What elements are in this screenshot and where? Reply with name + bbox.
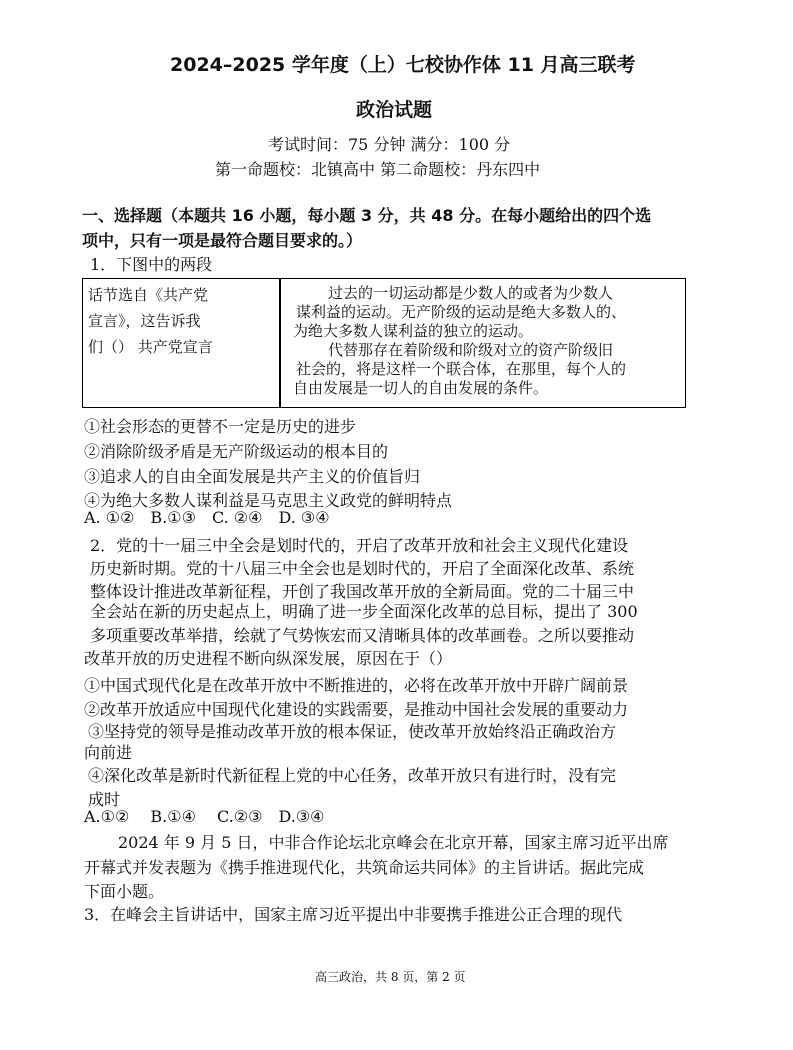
q1-quote-line: 代替那存在着阶级和阶级对立的资产阶级旧: [328, 341, 614, 359]
q2-option: 成时: [88, 790, 121, 809]
intro-line: 2024 年 9 月 5 日，中非合作论坛北京峰会在北京开幕，国家主席习近平出席: [118, 833, 669, 852]
question-schools: 第一命题校：北镇高中 第二命题校：丹东四中: [215, 160, 541, 179]
q2-stem-line: 整体设计推进改革新征程，开创了我国改革开放的全新局面。党的二十届三中: [90, 582, 635, 601]
q1-quote-line: 社会的，将是这样一个联合体，在那里，每个人的: [296, 360, 627, 378]
q2-stem-line: 改革开放的历史进程不断向纵深发展，原因在于（）: [84, 649, 453, 668]
q2-stem-line: 全会站在新的历史起点上，明确了进一步全面深化改革的总目标，提出了 300: [90, 602, 638, 621]
q2-option: 向前进: [84, 743, 133, 762]
q1-quote-line: 谋利益的运动。无产阶级的运动是绝大多数人的、: [296, 303, 627, 321]
q1-option: ③追求人的自由全面发展是共产主义的价值旨归: [84, 467, 421, 486]
q1-quote-line: 为绝大多数人谋利益的独立的运动。: [293, 322, 534, 340]
q1-stem: 1．下图中的两段: [90, 255, 213, 274]
intro-line: 下面小题。: [84, 882, 165, 901]
q2-option: ①中国式现代化是在改革开放中不断推进的，必将在改革开放中开辟广阔前景: [84, 676, 629, 695]
q1-option: ②消除阶级矛盾是无产阶级运动的根本目的: [84, 442, 389, 461]
page-footer: 高三政治，共 8 页，第 2 页: [315, 970, 466, 984]
q1-choices: A. ①② B.①③ C. ②④ D. ③④: [84, 508, 330, 527]
q1-option: ④为绝大多数人谋利益是马克思主义政党的鲜明特点: [84, 491, 453, 510]
section-heading-line2: 项中，只有一项是最符合题目要求的。）: [82, 231, 363, 250]
table-divider: [279, 279, 281, 407]
q3-stem: 3．在峰会主旨讲话中，国家主席习近平提出中非要携手推进公正合理的现代: [84, 905, 623, 924]
section-heading-line1: 一、选择题（本题共 16 小题，每小题 3 分，共 48 分。在每小题给出的四个选: [82, 206, 652, 225]
q2-stem-line: 历史新时期。党的十八届三中全会也是划时代的，开启了全面深化改革、系统: [90, 559, 635, 578]
q2-option: ②改革开放适应中国现代化建设的实践需要，是推动中国社会发展的重要动力: [84, 700, 629, 719]
subject-title: 政治试题: [356, 99, 433, 121]
q2-stem-line: 2．党的十一届三中全会是划时代的，开启了改革开放和社会主义现代化建设: [90, 536, 629, 555]
q2-option: ③坚持党的领导是推动改革开放的根本保证，使改革开放始终沿正确政治方: [88, 722, 617, 741]
q1-option: ①社会形态的更替不一定是历史的进步: [84, 417, 357, 436]
intro-line: 开幕式并发表题为《携手推进现代化，共筑命运共同体》的主旨讲话。据此完成: [84, 858, 645, 877]
q2-choices: A.①② B.①④ C.②③ D.③④: [84, 807, 325, 826]
q2-option: ④深化改革是新时代新征程上党的中心任务，改革开放只有进行时，没有完: [88, 766, 617, 785]
q1-quote-line: 自由发展是一切人的自由发展的条件。: [293, 379, 549, 397]
q1-left-cell-line: 宣言》，这告诉我: [88, 312, 201, 330]
exam-info: 考试时间：75 分钟 满分：100 分: [268, 135, 511, 154]
q1-left-cell-line: 们（） 共产党宣言: [88, 338, 213, 356]
q1-left-cell-line: 话节选自《共产党: [88, 286, 209, 304]
q2-stem-line: 多项重要改革举措，绘就了气势恢宏而又清晰具体的改革画卷。之所以要推动: [90, 626, 635, 645]
q1-quote-line: 过去的一切运动都是少数人的或者为少数人: [328, 284, 614, 302]
exam-title: 2024–2025 学年度（上）七校协作体 11 月高三联考: [170, 54, 636, 76]
